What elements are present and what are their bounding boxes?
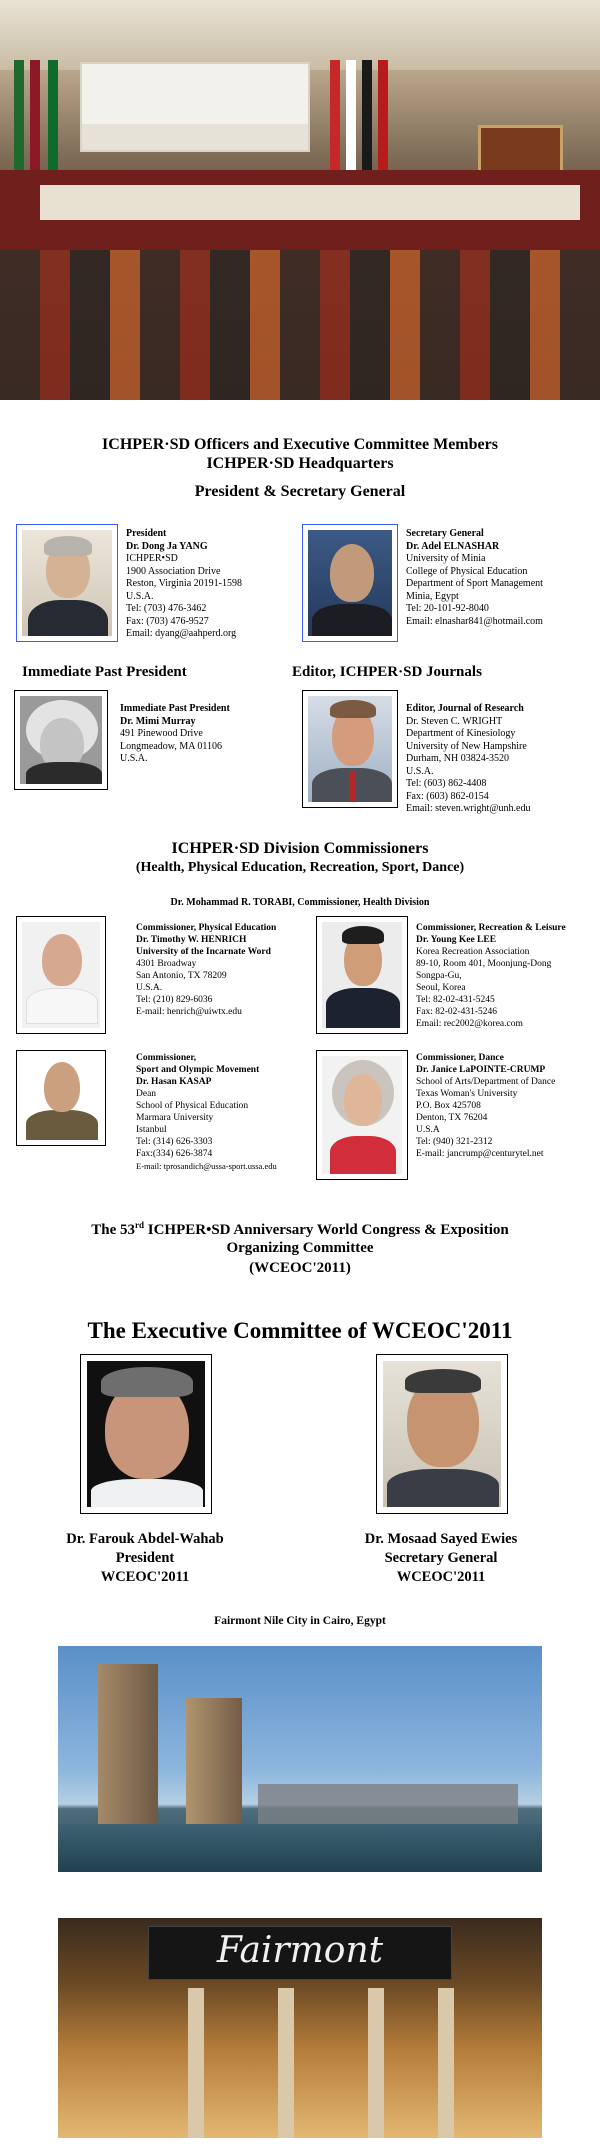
- past-president-photo: [14, 690, 108, 790]
- executive-committee-title: The Executive Committee of WCEOC'2011: [87, 1318, 513, 1343]
- nile-city-photo: [58, 1646, 542, 1872]
- health-commissioner-line: Dr. Mohammad R. TORABI, Commissioner, Health Division: [170, 897, 430, 908]
- farouk-photo: [80, 1354, 212, 1514]
- venue-caption: Fairmont Nile City in Cairo, Egypt: [214, 1615, 386, 1627]
- secretary-general-photo: [302, 524, 398, 642]
- secretary-general-info: Secretary General Dr. Adel ELNASHAR University of Minia College of Physical Education Department of Sport Management Minia, Egypt Tel: 20-101-92-8040 Email: elnashar841@hotmail.com: [406, 528, 543, 627]
- president-photo: [16, 524, 118, 642]
- recreation-commissioner-photo: [316, 916, 408, 1034]
- dance-commissioner-info: Commissioner, Dance Dr. Janice LaPOINTE-CRUMP School of Arts/Department of Dance Texas Woman's University P.O. Box 425708 Denton, TX 76204 U.S.A Tel: (940) 321-2312 E-mail: jancrump@centurytel.net: [416, 1053, 556, 1159]
- editor-heading: Editor, ICHPER·SD Journals: [292, 664, 482, 680]
- officers-title: ICHPER·SD Officers and Executive Committee Members: [102, 436, 498, 453]
- past-president-info: Immediate Past President Dr. Mimi Murray 491 Pinewood Drive Longmeadow, MA 01106 U.S.A.: [120, 703, 230, 764]
- sport-commissioner-info: Commissioner, Sport and Olympic Movement Dr. Hasan KASAP Dean School of Physical Education Marmara University Istanbul Tel: (314) 626-3303 Fax:(334) 626-3874 E-mail: tprosandich@ussa-sport.ussa.edu: [136, 1053, 277, 1171]
- sport-commissioner-photo: [16, 1050, 106, 1146]
- wceoc-label: (WCEOC'2011): [249, 1260, 351, 1276]
- congress-title: The 53rd ICHPER•SD Anniversary World Congress & Exposition: [91, 1220, 509, 1238]
- mosaad-photo: [376, 1354, 508, 1514]
- conference-hall-photo: [0, 0, 600, 400]
- headquarters-title: ICHPER·SD Headquarters: [206, 455, 394, 472]
- congress-banner: [80, 62, 310, 152]
- editor-info: Editor, Journal of Research Dr. Steven C. WRIGHT Department of Kinesiology University of New Hampshire Durham, NH 03824-3520 U.S.A. Tel: (603) 862-4408 Fax: (603) 862-0154 Email: steven.wright@unh.edu: [406, 703, 531, 814]
- president-secgen-heading: President & Secretary General: [194, 483, 406, 500]
- editor-photo: [302, 690, 398, 808]
- fairmont-entrance-photo: [58, 1918, 542, 2138]
- past-president-heading: Immediate Past President: [22, 664, 187, 680]
- recreation-commissioner-info: Commissioner, Recreation & Leisure Dr. Young Kee LEE Korea Recreation Association 89-10, Room 401, Moonjung-Dong Songpa-Gu, Seoul, Korea Tel: 82-02-431-5245 Fax: 82-02-431-5246 Email: rec2002@korea.com: [416, 923, 566, 1029]
- pe-commissioner-photo: [16, 916, 106, 1034]
- commissioners-title: ICHPER·SD Division Commissioners: [171, 840, 429, 857]
- mosaad-caption: Dr. Mosaad Sayed Ewies Secretary General WCEOC'2011: [364, 1531, 518, 1585]
- commissioners-subtitle: (Health, Physical Education, Recreation, Sport, Dance): [135, 860, 465, 875]
- farouk-caption: Dr. Farouk Abdel-Wahab President WCEOC'2011: [66, 1531, 224, 1585]
- dance-commissioner-photo: [316, 1050, 408, 1180]
- pe-commissioner-info: Commissioner, Physical Education Dr. Timothy W. HENRICH University of the Incarnate Word 4301 Broadway San Antonio, TX 78209 U.S.A. Tel: (210) 829-6036 E-mail: henrich@uiwtx.edu: [136, 923, 277, 1017]
- organizing-committee: Organizing Committee: [226, 1240, 374, 1256]
- president-info: President Dr. Dong Ja YANG ICHPER•SD 1900 Association Drive Reston, Virginia 20191-1598 U.S.A. Tel: (703) 476-3462 Fax: (703) 476-9527 Email: dyang@aahperd.org: [126, 528, 242, 639]
- fairmont-sign: Fairmont: [216, 1930, 384, 1971]
